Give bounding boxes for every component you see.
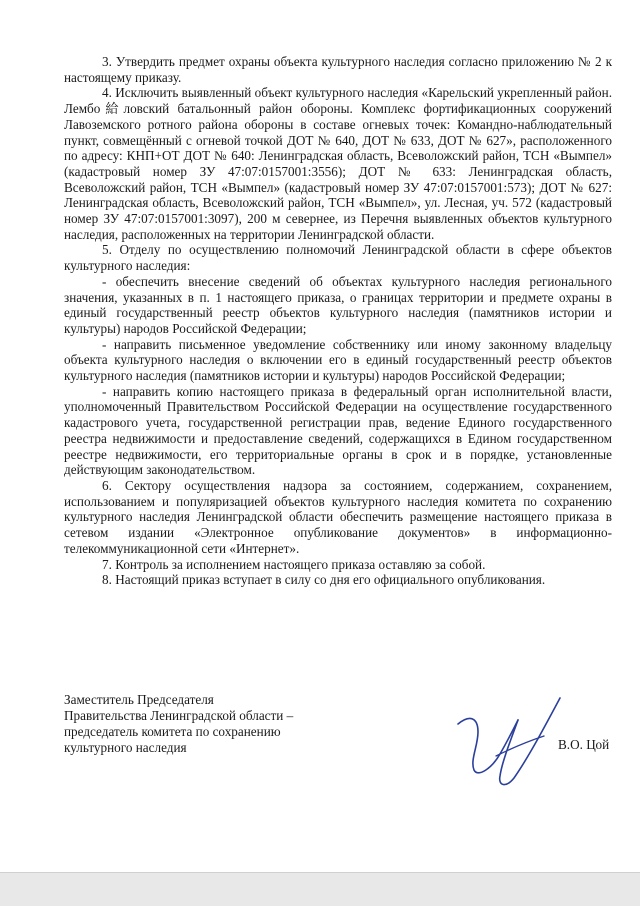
- signatory-title-line: культурного наследия: [64, 740, 187, 755]
- document-body: [64, 54, 612, 588]
- signatory-title-line: председатель комитета по сохранению: [64, 724, 281, 739]
- paragraph-6: 6. Сектору осуществления надзора за состоянием, содержанием, сохранением, использованием и популяризацией объектов культурного наследия комитета по сохранению культурного наследия Ленинградской области обеспечить размещение настоящего приказа в сетевом издании «Электронное опубликование документов» в информационно-телекоммуникационной сети «Интернет».: [64, 477, 612, 556]
- paragraph-5-item-1: - обеспечить внесение сведений об объектах культурного наследия регионального значения, указанных в п. 1 настоящего приказа, о границах территории и предмете охраны в единый государственный реестр объектов культурного наследия (памятников истории и культуры) народов Российской Федерации;: [64, 273, 612, 336]
- signatory-title: [64, 692, 364, 756]
- paragraph-4: 4. Исключить выявленный объект культурного наследия «Карельский укрепленный район. Лембо給ловский батальонный район обороны. Комплекс фортификационных сооружений Лавоземского ротного района обороны в составе огневых точек: Командно-наблюдательный пункт, совмещённый с огневой точкой ДОТ № 640, ДОТ № 633, ДОТ № 627», расположенного по адресу: КНП+ОТ ДОТ № 640: Ленинградская область, Всеволожский район, ТСН «Вымпел» (кадастровый номер ЗУ 47:07:0157001:3556); ДОТ № 633: Ленинградская область, Всеволожский район, ТСН «Вымпел» (кадастровый номер ЗУ 47:07:0157001:573); ДОТ № 627: Ленинградская область, Всеволожский район, ТСН «Вымпел», ул. Лесная, уч. 572 (кадастровый номер ЗУ 47:07:0157001:3097), 200 м севернее, из Перечня выявленных объектов культурного наследия, расположенных на территории Ленинградской области.: [64, 85, 612, 242]
- handwritten-signature: [448, 684, 568, 794]
- paragraph-5-item-3: - направить копию настоящего приказа в федеральный орган исполнительной власти, уполномоченный Правительством Российской Федерации на осуществление государственного кадастрового учета, государственной регистрации прав, ведение Единого государственного реестра недвижимости и предоставление сведений, содержащихся в Едином государственном реестре недвижимости, его территориальные органы в срок и в порядке, установленные действующим законодательством.: [64, 383, 612, 478]
- paragraph-8: 8. Настоящий приказ вступает в силу со дня его официального опубликования.: [102, 572, 546, 588]
- signatory-title-line: Правительства Ленинградской области –: [64, 708, 294, 723]
- scan-bottom-band: [0, 872, 640, 906]
- paragraph-5-item-2: - направить письменное уведомление собственнику или иному законному владельцу объекта культурного наследия о включении его в единый государственный реестр объектов культурного наследия (памятников истории и культуры) народов Российской Федерации;: [64, 336, 612, 384]
- signatory-name: В.О. Цой: [558, 737, 610, 752]
- paragraph-7: 7. Контроль за исполнением настоящего приказа оставляю за собой.: [102, 556, 486, 572]
- signatory-title-line: Заместитель Председателя: [64, 692, 214, 707]
- paragraph-5: 5. Отделу по осуществлению полномочий Ленинградской области в сфере объектов культурного наследия:: [64, 242, 612, 274]
- paragraph-3: 3. Утвердить предмет охраны объекта культурного наследия согласно приложению № 2 к настоящему приказу.: [64, 54, 612, 85]
